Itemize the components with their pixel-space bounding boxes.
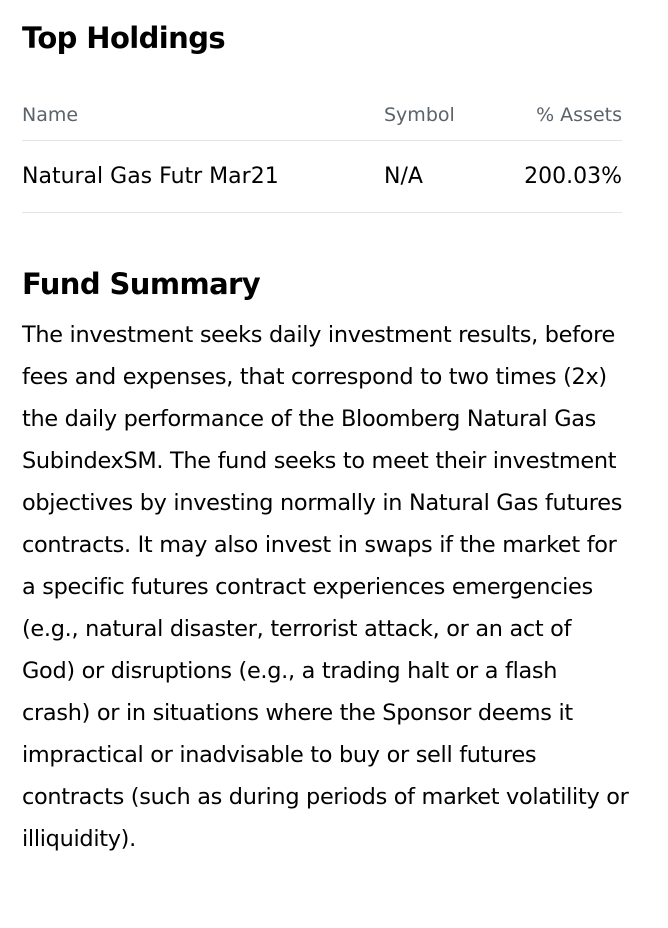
- holdings-table: [22, 90, 622, 213]
- holdings-table-header: [22, 90, 622, 141]
- column-header-symbol: Symbol: [384, 104, 455, 126]
- top-holdings-title: Top Holdings: [22, 21, 226, 55]
- column-header-assets: % Assets: [536, 104, 622, 126]
- holding-name: Natural Gas Futr Mar21: [22, 164, 279, 189]
- fund-summary-text: The investment seeks daily investment results, before fees and expenses, that correspond to two times (2x) the daily performance of the Bloomberg Natural Gas SubindexSM. The fund seeks to meet their investment objectives by investing normally in Natural Gas futures contracts. It may also invest in swaps if the market for a specific futures contract experiences emergencies (e.g., natural disaster, terrorist attack, or an act of God) or disruptions (e.g., a trading halt or a flash crash) or in situations where the Sponsor deems it impractical or inadvisable to buy or sell futures contracts (such as during periods of market volatility or illiquidity).: [22, 322, 629, 852]
- table-row: [22, 141, 622, 213]
- holding-assets: 200.03%: [524, 164, 622, 189]
- holding-symbol: N/A: [384, 164, 423, 189]
- fund-summary-title: Fund Summary: [22, 267, 261, 301]
- column-header-name: Name: [22, 104, 79, 126]
